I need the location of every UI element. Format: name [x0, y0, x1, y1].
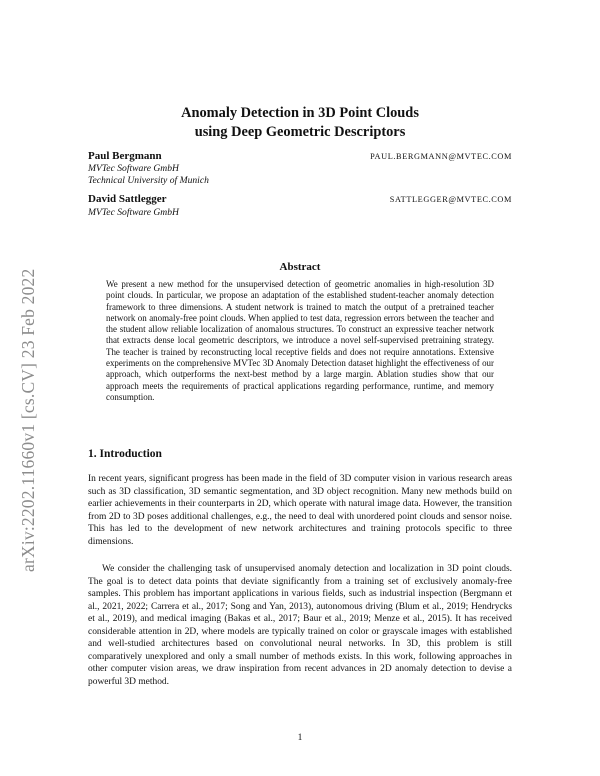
- title-line-2: using Deep Geometric Descriptors: [194, 124, 406, 140]
- author-email-1[interactable]: PAUL.BERGMANN@MVTEC.COM: [370, 152, 512, 161]
- body-paragraph: We consider the challenging task of unsupervised anomaly detection and localization in 3D point clouds. The goal is to detect data points that deviate significantly from a training set of exclusively anomaly-free samples. This problem has important applications in various fields, such as industrial inspection (Bergmann et al., 2021, 2022; Carrera et al., 2017; Song and Yan, 2013), autonomous driving (Blum et al., 2019; Hendrycks et al., 2019), and medical imaging (Bakas et al., 2017; Baur et al., 2019; Menze et al., 2015). It has received considerable attention in 2D, where models are typically trained on color or grayscale images with established and well-studied architectures based on convolutional neural networks. In 3D, this problem is still comparatively unexplored and only a small number of methods exists. In this work, following approaches in other computer vision areas, we draw inspiration from recent advances in 2D anomaly detection to devise a powerful 3D method.: [88, 564, 512, 687]
- author-affiliation: MVTec Software GmbH: [88, 207, 179, 218]
- paper-title: [88, 104, 512, 142]
- body-paragraph: In recent years, significant progress has been made in the field of 3D computer vision in various research areas such as 3D classification, 3D semantic segmentation, and 3D object recognition. Many new methods build on earlier achievements in their counterparts in 2D, which operate with natural image data. However, the transition from 2D to 3D poses additional challenges, e.g., the need to deal with unordered point clouds and sensor noise. This has led to the development of new network architectures and training protocols specific to three dimensions.: [88, 474, 512, 547]
- abstract-text: We present a new method for the unsupervised detection of geometric anomalies in high-resolution 3D point clouds. In particular, we propose an adaptation of the established student-teacher anomaly detection framework to three dimensions. A student network is trained to match the output of a pretrained teacher network on anomaly-free point clouds. When applied to test data, regression errors between the teacher and the student allow reliable localization of anomalous structures. To construct an expressive teacher network that extracts dense local geometric descriptors, we introduce a novel self-supervised pretraining strategy. The teacher is trained by reconstructing local receptive fields and does not require annotations. Extensive experiments on the comprehensive MVTec 3D Anomaly Detection dataset highlight the effectiveness of our approach, which outperforms the next-best method by a large margin. Ablation studies show that our approach meets the requirements of practical applications regarding performance, runtime, and memory consumption.: [106, 279, 494, 402]
- author-name-1: Paul Bergmann: [88, 150, 162, 162]
- author-affiliation: Technical University of Munich: [88, 175, 209, 186]
- author-affiliation: MVTec Software GmbH: [88, 163, 179, 174]
- author-email-2[interactable]: SATTLEGGER@MVTEC.COM: [389, 195, 512, 204]
- page-number: 1: [297, 733, 303, 743]
- section-heading: 1. Introduction: [88, 448, 162, 460]
- author-name-2: David Sattlegger: [88, 193, 167, 205]
- title-line-1: Anomaly Detection in 3D Point Clouds: [181, 105, 419, 121]
- arxiv-stamp: arXiv:2202.11660v1 [cs.CV] 23 Feb 2022: [18, 268, 38, 572]
- abstract-heading: Abstract: [279, 261, 321, 273]
